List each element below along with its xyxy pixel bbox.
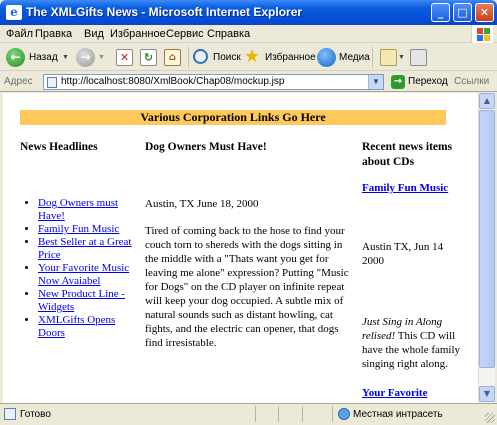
links-button[interactable]: Ссылки bbox=[454, 76, 490, 87]
headline-link[interactable]: Dog Owners must Have! bbox=[38, 197, 119, 222]
status-text: Готово bbox=[20, 409, 51, 420]
list-item bbox=[38, 262, 144, 288]
forward-arrow-icon: → bbox=[76, 48, 95, 67]
refresh-icon[interactable]: ↻ bbox=[140, 49, 157, 66]
family-fun-music-link-text[interactable]: Family Fun Music bbox=[362, 182, 449, 194]
menu-file[interactable]: Файл bbox=[6, 28, 34, 40]
cd-news-text: This CD will have the whole family singing right along. bbox=[362, 330, 461, 370]
page-icon bbox=[47, 77, 57, 88]
list-item bbox=[38, 236, 144, 262]
close-button[interactable]: ✕ bbox=[475, 3, 494, 22]
page-status-icon bbox=[4, 408, 16, 420]
media-label: Медиа bbox=[339, 52, 370, 63]
print-icon[interactable] bbox=[410, 49, 427, 66]
toolbar-separator bbox=[372, 47, 373, 68]
headline-list bbox=[24, 197, 144, 340]
favorites-button[interactable] bbox=[244, 44, 316, 71]
favorites-star-icon: ★ bbox=[244, 46, 261, 66]
windows-logo-icon bbox=[471, 25, 493, 43]
recent-cd-news-heading: Recent news items about CDs bbox=[362, 141, 453, 168]
toolbar bbox=[0, 44, 497, 71]
stop-icon[interactable]: ✕ bbox=[116, 49, 133, 66]
menu-favorites[interactable]: Избранное bbox=[110, 28, 166, 40]
status-divider bbox=[255, 406, 256, 422]
scroll-up-icon[interactable]: ▲ bbox=[479, 93, 495, 109]
scroll-down-icon[interactable]: ▼ bbox=[479, 386, 495, 402]
intranet-zone-icon bbox=[338, 408, 350, 420]
list-item bbox=[38, 314, 144, 340]
title-bar bbox=[0, 0, 497, 25]
history-icon[interactable] bbox=[380, 49, 397, 66]
history-dropdown-icon[interactable]: ▼ bbox=[398, 54, 405, 61]
back-arrow-icon: ← bbox=[6, 48, 25, 67]
toolbar-separator bbox=[188, 47, 189, 68]
favorites-label: Избранное bbox=[265, 52, 316, 63]
corporate-links-banner: Various Corporation Links Go Here bbox=[20, 110, 446, 125]
home-icon[interactable]: ⌂ bbox=[164, 49, 181, 66]
menu-tools[interactable]: Сервис bbox=[166, 28, 204, 40]
list-item bbox=[38, 197, 144, 223]
search-button[interactable] bbox=[192, 44, 240, 71]
address-url[interactable]: http://localhost:8080/XmlBook/Chap08/mockup.jsp bbox=[61, 76, 285, 87]
status-divider bbox=[332, 406, 333, 422]
back-dropdown-icon[interactable]: ▼ bbox=[62, 54, 69, 61]
cd-news-dateline: Austin TX, Jun 14 2000 bbox=[362, 241, 444, 267]
menu-bar bbox=[0, 25, 497, 43]
scroll-thumb[interactable] bbox=[479, 110, 495, 368]
media-icon bbox=[317, 48, 336, 67]
cd-news-body bbox=[362, 315, 462, 371]
your-favorite-link-text[interactable]: Your Favorite bbox=[362, 387, 428, 399]
page-content bbox=[3, 93, 478, 403]
address-label: Адрес bbox=[4, 76, 33, 87]
headline-link[interactable]: XMLGifts Opens Doors bbox=[38, 314, 116, 339]
menu-help[interactable]: Справка bbox=[207, 28, 251, 40]
headline-link[interactable]: Your Favorite Music Now Avaiabel bbox=[38, 262, 130, 287]
address-input[interactable] bbox=[43, 74, 384, 90]
dog-owners-heading: Dog Owners Must Have! bbox=[145, 141, 267, 153]
address-dropdown-icon[interactable]: ▼ bbox=[368, 75, 383, 89]
status-divider bbox=[302, 406, 303, 422]
vertical-scrollbar[interactable] bbox=[478, 93, 495, 403]
search-label: Поиск bbox=[213, 52, 241, 63]
headline-link[interactable]: Family Fun Music bbox=[38, 223, 120, 235]
go-button[interactable]: Переход bbox=[408, 76, 448, 87]
headline-link[interactable]: Best Seller at a Great Price bbox=[38, 236, 132, 261]
status-divider bbox=[278, 406, 279, 422]
menu-view[interactable]: Вид bbox=[84, 28, 104, 40]
search-icon bbox=[193, 49, 208, 64]
maximize-button[interactable]: □ bbox=[453, 3, 472, 22]
media-button[interactable] bbox=[316, 44, 368, 71]
menu-edit[interactable]: Правка bbox=[35, 28, 73, 40]
status-bar bbox=[0, 403, 497, 425]
forward-button[interactable] bbox=[74, 44, 104, 71]
story-dateline: Austin, TX June 18, 2000 bbox=[145, 198, 259, 210]
family-fun-music-link[interactable] bbox=[362, 181, 462, 195]
headline-link[interactable]: New Product Line - Widgets bbox=[38, 288, 126, 313]
resize-grip[interactable] bbox=[485, 413, 495, 423]
list-item bbox=[38, 223, 144, 236]
ie-app-icon[interactable]: e bbox=[6, 5, 22, 20]
minimize-button[interactable]: _ bbox=[431, 3, 450, 22]
story-body: Tired of coming back to the hose to find your couch torn to shereds with the dogs sitting in the middle with a "Thats want you get for leaving me alone" expression? Putting "Music for Dogs" on the CD player on infinite repeat will keep your dog occupied. A subtle mix of natural sounds such as distant howling, cat fights, and the electric can opener, that dogs find irresistable. bbox=[145, 225, 349, 349]
list-item bbox=[38, 288, 144, 314]
back-button[interactable] bbox=[4, 44, 70, 71]
your-favorite-link[interactable] bbox=[362, 386, 462, 400]
go-arrow-icon[interactable]: → bbox=[391, 75, 405, 89]
cd-news-italic: Just Sing in Along relised! bbox=[362, 316, 443, 342]
news-headlines-heading: News Headlines bbox=[20, 141, 98, 153]
window-title: The XMLGifts News - Microsoft Internet Explorer bbox=[26, 5, 303, 19]
address-bar bbox=[0, 72, 497, 92]
forward-dropdown-icon[interactable]: ▼ bbox=[98, 54, 105, 61]
security-zone-text: Местная интрасеть bbox=[353, 409, 443, 420]
back-label: Назад bbox=[29, 52, 58, 63]
